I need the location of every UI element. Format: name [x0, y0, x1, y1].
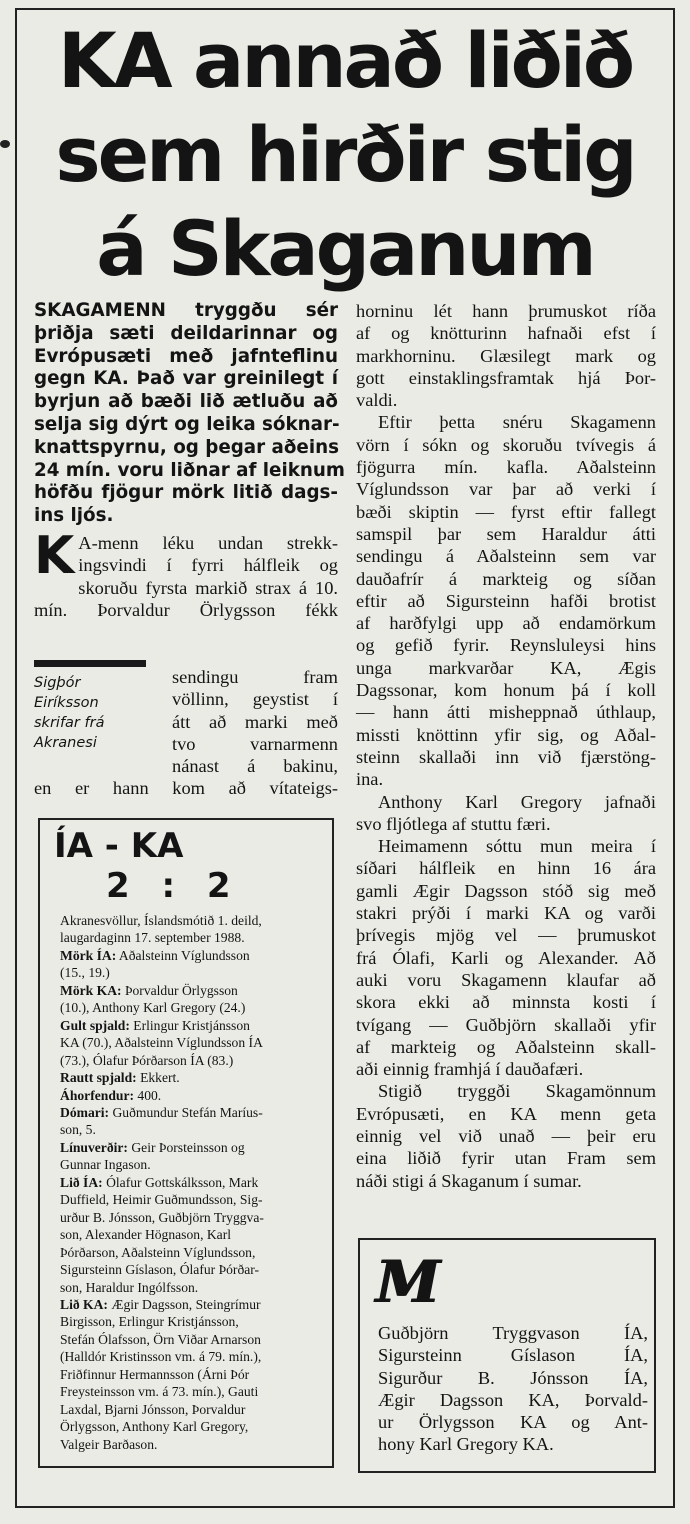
text-line: tvígang — Guðbjörn skallaði yfir: [356, 1014, 656, 1035]
body-left-narrow: [172, 666, 338, 777]
headline-line: á Skaganum: [96, 204, 594, 293]
rating-line: hony Karl Gregory KA.: [378, 1434, 554, 1455]
detail-text: Þórðarson, Aðalsteinn Víglundsson,: [60, 1244, 256, 1260]
match-facts-box: [38, 818, 334, 1468]
detail-text: Laxdal, Bjarni Jónsson, Þorvaldur: [60, 1401, 246, 1417]
detail-text: Valgeir Barðason.: [60, 1436, 158, 1452]
match-details: [60, 912, 328, 1453]
detail-text: 400.: [134, 1087, 162, 1103]
text-line: skora ekki að minnsta kosti í: [356, 992, 656, 1013]
text-line: síðari hálfleik en hinn 16 ára: [356, 858, 656, 879]
m-rating-logo: M: [376, 1248, 441, 1316]
detail-line: [60, 1313, 328, 1330]
text-line: Evrópusæti, en KA menn geta: [356, 1103, 656, 1124]
detail-line: [60, 1418, 328, 1435]
lead-line: SKAGAMENN tryggðu sér: [34, 300, 338, 321]
detail-text: Erlingur Kristjánsson: [129, 1017, 250, 1033]
byline-line: Akranesi: [34, 735, 97, 751]
detail-line: [60, 1279, 328, 1296]
detail-line: [60, 1087, 328, 1104]
detail-line: [60, 1436, 328, 1453]
detail-line: [60, 1139, 328, 1156]
detail-text: Duffield, Heimir Guðmundsson, Sig-: [60, 1192, 263, 1208]
detail-line: [60, 1052, 328, 1069]
detail-text: Birgisson, Erlingur Kristjánsson,: [60, 1314, 239, 1330]
text-line: einnig vel við unað — þeir eru: [356, 1125, 656, 1146]
headline: [22, 14, 668, 296]
text-line: stakri prýði í marki KA og varði: [356, 903, 656, 924]
player-ratings-box: [358, 1238, 656, 1473]
text-line: auki voru Skagamenn klaufar að: [356, 969, 656, 990]
detail-text: Aðalsteinn Víglundsson: [116, 947, 250, 963]
detail-text: (Halldór Kristinsson vm. á 79. mín.),: [60, 1349, 262, 1365]
detail-text: son, Haraldur Ingólfsson.: [60, 1279, 199, 1295]
detail-text: Ólafur Gottskálksson, Mark: [102, 1174, 259, 1190]
text-line: sendingu fram: [172, 667, 338, 687]
detail-line: [60, 1348, 328, 1365]
text-line: af harðfylgi upp að endamörkum: [356, 613, 656, 634]
detail-text: Stefán Ólafsson, Örn Viðar Arnarson: [60, 1331, 261, 1347]
lead-line: Evrópusæti með jafnteflinu: [34, 345, 338, 367]
detail-label: Lið KA:: [60, 1296, 108, 1312]
detail-label: Línuverðir:: [60, 1139, 128, 1155]
text-line: og gefið fyrir. Reynsluleysi hins: [356, 635, 656, 656]
text-line: — hann átti misheppnað úthlaup,: [356, 702, 656, 723]
lead-line: knattspyrnu, og þegar aðeins: [34, 436, 339, 458]
text-line: völlinn, geystist í: [172, 689, 338, 710]
lead-line: höfðu fjögur mörk litið dags-: [34, 482, 338, 504]
text-line: vörn í sókn og skoruðu tvívegis á: [356, 434, 656, 455]
text-line: nánast á bakinu,: [172, 756, 338, 777]
match-title: ÍA - KA: [54, 826, 184, 866]
detail-label: Mörk KA:: [60, 982, 122, 998]
detail-line: [60, 1191, 328, 1208]
detail-text: (73.), Ólafur Þórðarson ÍA (83.): [60, 1052, 234, 1068]
detail-line: [60, 1226, 328, 1243]
detail-text: (10.), Anthony Karl Gregory (24.): [60, 1000, 246, 1016]
detail-line: [60, 1017, 328, 1034]
detail-line: [60, 1261, 328, 1278]
scan-mark: [0, 140, 10, 148]
text-line: valdi.: [356, 390, 398, 411]
detail-line: [60, 1156, 328, 1173]
rating-line: Guðbjörn Tryggvason ÍA,: [378, 1323, 648, 1343]
text-line: unga markvarðar KA, Ægis: [356, 657, 656, 678]
text-line: eina liðið fyrir utan Fram sem: [356, 1148, 656, 1169]
detail-label: Dómari:: [60, 1104, 110, 1120]
detail-text: Guðmundur Stefán Maríus-: [109, 1104, 263, 1120]
detail-text: Gunnar Ingason.: [60, 1157, 151, 1173]
text-line: gamli Ægir Dagsson stóð sig með: [356, 880, 656, 901]
text-line: Eftir þetta snéru Skagamenn: [378, 412, 656, 433]
text-line: Heimamenn sóttu mun meira í: [378, 836, 656, 857]
detail-text: son, Alexander Högnason, Karl: [60, 1227, 232, 1243]
detail-text: Geir Þorsteinsson og: [127, 1139, 245, 1155]
detail-line: [60, 1174, 328, 1191]
text-line: A-menn léku undan strekk-: [78, 533, 338, 553]
detail-line: [60, 982, 328, 999]
text-line: samspil þar sem Haraldur átti: [356, 523, 656, 544]
lead-line: byrjun að bæði lið ætluðu að: [34, 391, 338, 413]
lead-line: selja sig dýrt og leika sóknar-: [34, 413, 340, 435]
detail-line: [60, 964, 328, 981]
lead-line: gegn KA. Það var greinilegt í: [34, 368, 338, 390]
byline-line: Sigþór: [34, 675, 81, 691]
detail-text: urður B. Jónsson, Guðbjörn Tryggva-: [60, 1209, 264, 1225]
detail-text: Friðfinnur Hermannsson (Árni Þór: [60, 1366, 250, 1382]
detail-line: [60, 1121, 328, 1138]
detail-text: Sigursteinn Gíslason, Ólafur Þórðar-: [60, 1262, 260, 1278]
lead-line: 24 mín. voru liðnar af leiknum: [34, 459, 345, 481]
detail-label: Lið ÍA:: [60, 1174, 103, 1190]
byline-line: skrifar frá: [34, 715, 105, 731]
rating-line: Ægir Dagsson KA, Þorvald-: [378, 1389, 648, 1410]
detail-label: Gult spjald:: [60, 1017, 130, 1033]
detail-text: son, 5.: [60, 1122, 96, 1138]
detail-line: [60, 1244, 328, 1261]
detail-line: [60, 1383, 328, 1400]
headline-line: sem hirðir stig: [55, 110, 635, 199]
detail-text: KA (70.), Aðalsteinn Víglundsson ÍA: [60, 1035, 263, 1051]
detail-text: (15., 19.): [60, 965, 110, 981]
detail-line: [60, 1331, 328, 1348]
byline-rule: [34, 660, 146, 667]
text-line: en er hann kom að vítateigs-: [34, 778, 338, 798]
text-line: ina.: [356, 769, 384, 790]
text-line: fjögurra mín. kafla. Aðalsteinn: [356, 457, 656, 478]
text-line: ingsvindi í fyrri hálfleik og: [78, 555, 338, 576]
text-line: af markteig og Aðalsteinn skall-: [356, 1036, 656, 1057]
body-left-bottom: [34, 777, 338, 799]
text-line: markhorninu. Glæsilegt mark og: [356, 345, 656, 366]
detail-line: [60, 1366, 328, 1383]
detail-text: Freysteinsson vm. á 73. mín.), Gauti: [60, 1384, 259, 1400]
lead-paragraph: [34, 300, 345, 528]
text-line: Víglundsson var þar að verki í: [356, 479, 656, 500]
m-ratings-text: [378, 1322, 648, 1456]
byline-line: Eiríksson: [34, 695, 99, 711]
detail-label: Mörk ÍA:: [60, 947, 117, 963]
detail-line: [60, 1069, 328, 1086]
detail-line: [60, 999, 328, 1016]
text-line: Anthony Karl Gregory jafnaði: [378, 791, 656, 812]
text-line: bæði skiptin — fyrst eftir fallegt: [356, 501, 656, 522]
detail-text: Ægir Dagsson, Steingrímur: [107, 1296, 261, 1312]
detail-line: [60, 929, 328, 946]
byline: [34, 673, 146, 753]
match-score: 2 : 2: [106, 866, 241, 906]
text-line: svo fljótlega af stuttu færi.: [356, 813, 551, 834]
detail-line: [60, 1296, 328, 1313]
detail-line: [60, 912, 328, 929]
text-line: náði stigi á Skaganum í sumar.: [356, 1170, 582, 1191]
text-line: horninu lét hann þrumuskot ríða: [356, 301, 656, 321]
detail-text: Ekkert.: [136, 1070, 180, 1086]
text-line: missti knöttinn yfir sig, og Aðal-: [356, 724, 656, 745]
detail-line: [60, 1209, 328, 1226]
rating-line: Sigurður B. Jónsson ÍA,: [378, 1367, 648, 1388]
text-line: mín. Þorvaldur Örlygsson fékk: [34, 599, 338, 620]
text-line: tvo varnarmenn: [172, 733, 338, 754]
detail-text: Þorvaldur Örlygsson: [121, 982, 238, 998]
text-line: dauðafrír á markteig og síðan: [356, 568, 656, 589]
text-line: Stigið tryggði Skagamönnum: [378, 1081, 656, 1102]
text-line: Dagssonar, kom honum þá í koll: [356, 680, 656, 701]
body-left-top: [34, 526, 338, 621]
headline-line: KA annað liðið: [57, 16, 633, 105]
lead-line: þriðja sæti deildarinnar og: [34, 322, 338, 344]
detail-label: Áhorfendur:: [60, 1087, 135, 1103]
text-line: sendingu á Aðalsteinn sem var: [356, 546, 656, 567]
text-line: gott einstaklingsframtak hjá Þor-: [356, 367, 656, 388]
detail-text: Akranesvöllur, Íslandsmótið 1. deild,: [60, 913, 262, 928]
lead-line: ins ljós.: [34, 505, 114, 527]
text-line: átt að marki með: [172, 711, 338, 732]
detail-line: [60, 947, 328, 964]
text-line: eftir að Sigursteinn hafði brotist: [356, 590, 656, 611]
detail-line: [60, 1401, 328, 1418]
body-right-column: [356, 300, 656, 1192]
text-line: steinn skallaði inn við fjærstöng-: [356, 746, 656, 767]
drop-cap: K: [34, 526, 75, 586]
rating-line: Sigursteinn Gíslason ÍA,: [378, 1345, 648, 1366]
detail-line: [60, 1104, 328, 1121]
text-line: aði einnig framhjá í dauðafæri.: [356, 1059, 584, 1080]
detail-text: laugardaginn 17. september 1988.: [60, 930, 245, 946]
text-line: af og knötturinn hafnaði efst í: [356, 323, 656, 344]
text-line: skoruðu fyrsta markið strax á 10.: [78, 577, 338, 598]
rating-line: ur Örlygsson KA og Ant-: [378, 1412, 648, 1433]
text-line: frá Ólafi, Karli og Alexander. Að: [356, 947, 656, 968]
detail-label: Rautt spjald:: [60, 1070, 137, 1086]
text-line: þrívegis mjög vel — þrumuskot: [356, 925, 656, 946]
detail-line: [60, 1034, 328, 1051]
detail-text: Örlygsson, Anthony Karl Gregory,: [60, 1419, 249, 1435]
